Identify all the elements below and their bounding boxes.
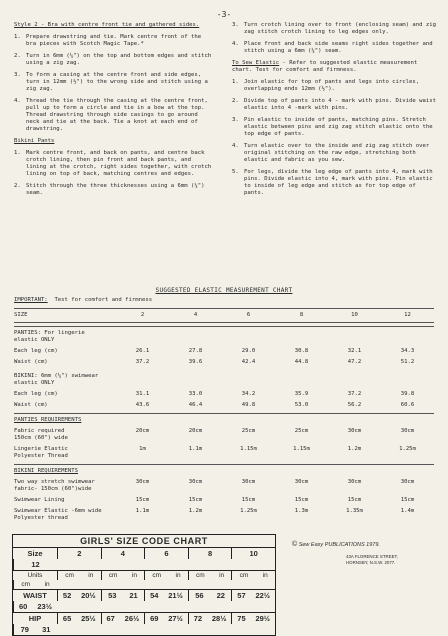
sew-elastic-paragraph — [232, 60, 436, 74]
hip-in: 31 — [42, 625, 51, 634]
hip-cell — [57, 613, 101, 624]
table-cell: 44.8 — [294, 359, 309, 365]
hip-cm: 79 — [20, 625, 29, 634]
table-cell: 47.2 — [347, 359, 362, 365]
table-row — [14, 357, 434, 368]
units-cell — [13, 580, 57, 589]
table-cell: 1.25m — [240, 508, 257, 514]
row-label: BIKINI REQUIREMENTS — [14, 468, 78, 474]
row-label: Waist (cm) — [14, 359, 48, 365]
row-label: Fabric required 150cm (60") wide — [14, 428, 68, 441]
row-label: Each leg (cm) — [14, 391, 58, 397]
table-cell: 60.6 — [400, 402, 415, 408]
table-cell: 25cm — [294, 428, 309, 434]
table-cell: 42.4 — [241, 359, 256, 365]
units-cell — [188, 571, 232, 580]
left-column — [14, 22, 212, 202]
waist-cm: 52 — [62, 591, 72, 600]
step-text: Prepare drawstring and tie. Mark centre front of the bra pieces with Scotch Magic Tape.* — [26, 34, 202, 47]
girls-size-cell: 8 — [188, 548, 232, 559]
table-cell: 29.0 — [241, 348, 256, 354]
waist-cell — [231, 590, 275, 601]
size-header-row — [14, 308, 434, 323]
step-number: 3. — [14, 72, 21, 78]
step-text: Pin elastic to inside of pants, matching pins. Stretch elastic between pins and zig zag stitch elastic onto the top edge of pants. — [244, 117, 433, 137]
step-text: Stitch through the three thicknesses using a 6mm (¼") seam. — [26, 183, 205, 196]
table-cell: 49.8 — [241, 402, 256, 408]
page-number: -3- — [216, 10, 232, 19]
important-note — [14, 297, 152, 303]
table-row — [14, 444, 434, 462]
step-number: 4. — [232, 41, 239, 47]
hip-cm: 65 — [62, 614, 72, 623]
hip-cm: 67 — [106, 614, 115, 623]
sew-elastic-heading: To Sew Elastic — [232, 60, 280, 66]
hip-cm: 69 — [150, 614, 159, 623]
hip-cell — [188, 613, 232, 624]
table-cell: 1m — [139, 446, 146, 452]
hip-in: 29½ — [255, 614, 271, 623]
table-cell: 1.2m — [188, 508, 203, 514]
table-cell: 15cm — [400, 497, 415, 503]
step-item — [232, 169, 436, 197]
row-label: Swimwear Elastic -6mm wide Polyester thread — [14, 508, 102, 521]
waist-cell — [101, 590, 145, 601]
table-row — [14, 506, 434, 524]
row-label: PANTIES REQUIREMENTS — [14, 417, 82, 423]
girls-hip-row — [13, 613, 275, 635]
bikini-steps — [14, 150, 212, 197]
waist-in: 21 — [129, 591, 138, 600]
address-line-2: HORNSBY, N.S.W. 2077. — [346, 559, 396, 565]
unit-cm: cm — [65, 572, 74, 579]
table-row — [14, 495, 434, 506]
step-item — [232, 22, 436, 36]
step-text: Turn elastic over to the inside and zig zag stitch over original stitching on the raw edge, stretching both elastic and fabric as you sew. — [244, 143, 430, 163]
unit-in: in — [175, 572, 181, 579]
right-steps-a — [232, 22, 436, 55]
row-label: BIKINI: 6mm (¼") swimwear elastic ONLY — [14, 373, 99, 386]
table-row — [14, 326, 434, 346]
publisher-brand: Sew Easy — [298, 542, 324, 548]
table-cell: 1.35m — [346, 508, 363, 514]
right-column — [232, 22, 436, 202]
table-row — [14, 464, 434, 477]
table-cell: 30cm — [188, 479, 203, 485]
step-text: Divide top of pants into 4 - mark with pins. Divide waist elastic into 4 -mark with pins. — [244, 98, 436, 111]
table-cell: 15cm — [241, 497, 256, 503]
style2-heading: Style 2 - Bra with centre front tie and gathered sides. — [14, 22, 200, 28]
step-text: For legs, divide the leg edge of pants into 4, mark with pins. Divide elastic into 4, mark with pins. Pin elastic to inside of leg edge and stitch as for top edge of pants. — [244, 169, 433, 196]
unit-cm: cm — [239, 572, 249, 579]
publisher-address — [346, 554, 398, 565]
important-text: Test for comfort and firmness — [54, 297, 153, 303]
table-cell: 26.1 — [135, 348, 150, 354]
hip-cm: 75 — [237, 614, 246, 623]
table-cell: 46.4 — [188, 402, 203, 408]
girls-units-label: Units — [27, 572, 43, 579]
table-cell: 1.3m — [294, 508, 309, 514]
step-item — [232, 79, 436, 93]
table-row — [14, 477, 434, 495]
girls-size-cell: 2 — [57, 548, 101, 559]
elastic-measurement-table — [14, 308, 434, 524]
waist-cm: 54 — [150, 591, 159, 600]
size-header-cell: 4 — [193, 312, 198, 318]
hip-cell — [101, 613, 145, 624]
unit-cm: cm — [108, 572, 118, 579]
unit-cm: cm — [196, 572, 205, 579]
table-cell: 34.3 — [400, 348, 415, 354]
hip-in: 27½ — [168, 614, 183, 623]
table-cell: 30cm — [135, 479, 150, 485]
right-steps-b — [232, 79, 436, 197]
girls-hip-label: HIP — [28, 614, 42, 623]
step-item — [14, 150, 212, 178]
step-number: 1. — [14, 150, 21, 156]
table-cell: 20cm — [135, 428, 150, 434]
sew-elastic-intro: - Refer to suggested elastic measurement chart. Test for comfort and firmness. — [232, 60, 418, 73]
table-row — [14, 413, 434, 426]
hip-cell — [231, 613, 275, 624]
step-item — [14, 98, 212, 133]
step-number: 2. — [232, 98, 239, 104]
row-label: Swimwear Lining — [14, 497, 65, 503]
table-cell: 30cm — [347, 428, 362, 434]
step-text: Turn in 6mm (¼") on the top and bottom edges and stitch using a zig zag. — [26, 53, 212, 66]
table-cell: 30.8 — [294, 348, 309, 354]
step-number: 3. — [232, 22, 239, 28]
table-cell: 39.8 — [400, 391, 415, 397]
table-row — [14, 389, 434, 400]
unit-cm: cm — [152, 572, 162, 579]
step-number: 4. — [232, 143, 239, 149]
step-number: 5. — [232, 169, 239, 175]
unit-in: in — [219, 572, 225, 579]
row-label: Lingerie Elastic Polyester Thread — [14, 446, 68, 459]
hip-cell — [13, 624, 57, 635]
table-cell: 33.0 — [188, 391, 203, 397]
bikini-pants-heading: Bikini Pants — [14, 138, 55, 144]
table-cell: 15cm — [188, 497, 203, 503]
unit-in: in — [88, 572, 94, 579]
girls-units-row — [13, 571, 275, 590]
publisher-suffix: PUBLICATIONS 1979. — [324, 542, 380, 548]
step-text: Mark centre front, and back on pants, and centre back crotch lining, then pin front and back pants, and lining at the crotch, right sides together, with crotch lining on top of back, matching centres and edges. — [26, 150, 212, 177]
girls-size-cell: 6 — [144, 548, 188, 559]
important-label: IMPORTANT: — [14, 297, 48, 303]
table-cell: 35.9 — [294, 391, 309, 397]
waist-cm: 57 — [237, 591, 246, 600]
waist-cell — [188, 590, 232, 601]
units-cell — [57, 571, 101, 580]
size-header-cell: 2 — [140, 312, 145, 318]
step-item — [232, 117, 436, 138]
table-cell: 1.1m — [135, 508, 150, 514]
units-cell — [144, 571, 188, 580]
step-number: 1. — [14, 34, 21, 40]
table-cell: 1.2m — [347, 446, 362, 452]
table-row — [14, 426, 434, 444]
waist-cell — [13, 601, 57, 612]
row-label: Each leg (cm) — [14, 348, 58, 354]
waist-cell — [144, 590, 188, 601]
table-row — [14, 371, 434, 389]
unit-in: in — [44, 581, 50, 588]
waist-cm: 60 — [19, 602, 28, 611]
table-cell: 37.2 — [347, 391, 362, 397]
table-cell: 43.6 — [135, 402, 150, 408]
size-header-cell: 10 — [351, 312, 358, 318]
waist-cell — [57, 590, 101, 601]
table-cell: 30cm — [400, 479, 415, 485]
step-text: Turn crotch lining over to front (enclosing seam) and zig zag stitch crotch lining to leg edges only. — [244, 22, 436, 35]
girls-size-cell: 12 — [13, 559, 57, 570]
girls-size-code-chart — [12, 534, 276, 636]
unit-in: in — [131, 572, 137, 579]
waist-in: 20½ — [81, 591, 96, 600]
hip-in: 25½ — [81, 614, 96, 623]
girls-size-cell: 10 — [231, 548, 275, 559]
table-row — [14, 346, 434, 357]
waist-in: 21½ — [168, 591, 183, 600]
hip-cm: 72 — [193, 614, 203, 623]
copyright-symbol: © — [292, 541, 298, 548]
girls-chart-title: GIRLS' SIZE CODE CHART — [13, 535, 275, 548]
waist-in: 22 — [216, 591, 225, 600]
girls-size-row — [13, 548, 275, 571]
step-text: Join elastic for top of pants and legs into circles, overlapping ends 12mm (½"). — [244, 79, 420, 92]
size-header-cell: 6 — [246, 312, 251, 318]
table-cell: 31.1 — [135, 391, 150, 397]
step-number: 4. — [14, 98, 21, 104]
waist-cm: 53 — [108, 591, 117, 600]
unit-cm: cm — [21, 581, 30, 588]
table-cell: 30cm — [294, 479, 309, 485]
row-label: Waist (cm) — [14, 402, 48, 408]
table-cell: 1.4m — [400, 508, 415, 514]
step-text: Thread the tie through the casing at the centre front, pull up to form a circle and tie in a bow at the top. Thread drawstring through side casings to go around neck and tie at the back. Tie a knot at each end of drawstring. — [26, 98, 208, 132]
row-label: PANTIES: For lingerie elastic ONLY — [14, 330, 85, 343]
step-number: 2. — [14, 53, 21, 59]
waist-in: 23½ — [37, 602, 52, 611]
table-cell: 1.1m — [188, 446, 203, 452]
table-cell: 37.2 — [135, 359, 150, 365]
step-number: 3. — [232, 117, 239, 123]
hip-cell — [144, 613, 188, 624]
table-cell: 30cm — [241, 479, 256, 485]
girls-waist-row — [13, 590, 275, 613]
publisher-line — [292, 541, 380, 548]
step-item — [14, 72, 212, 93]
step-number: 2. — [14, 183, 21, 189]
table-cell: 15cm — [347, 497, 362, 503]
waist-cm: 56 — [195, 591, 204, 600]
table-cell: 1.15m — [240, 446, 257, 452]
table-cell: 1.15m — [293, 446, 310, 452]
step-item — [14, 183, 212, 197]
table-cell: 1.25m — [399, 446, 416, 452]
address-line-1: 43A FLORENCE STREET, — [346, 554, 398, 559]
table-cell: 30cm — [347, 479, 362, 485]
units-cell — [231, 571, 275, 580]
step-item — [232, 143, 436, 164]
step-item — [232, 41, 436, 55]
step-text: Place front and back side seams right sides together and stitch using a 6mm (¼") seam. — [244, 41, 433, 54]
table-cell: 32.1 — [347, 348, 362, 354]
step-item — [232, 98, 436, 112]
size-header-label: SIZE — [14, 312, 28, 318]
step-number: 1. — [232, 79, 239, 85]
girls-size-cell: 4 — [101, 548, 145, 559]
step-text: To form a casing at the centre front and side edges, turn in 12mm (½") to the wrong side and stitch using a zig zag. — [26, 72, 208, 92]
units-cell — [101, 571, 145, 580]
step-item — [14, 34, 212, 48]
hip-in: 28½ — [211, 614, 227, 623]
style2-steps — [14, 34, 212, 133]
girls-waist-label: WAIST — [23, 591, 47, 600]
unit-in: in — [262, 572, 268, 579]
table-cell: 53.0 — [294, 402, 309, 408]
table-cell: 34.2 — [241, 391, 256, 397]
table-cell: 15cm — [294, 497, 309, 503]
waist-in: 22½ — [255, 591, 271, 600]
table-row — [14, 400, 434, 411]
elastic-chart-title: SUGGESTED ELASTIC MEASUREMENT CHART — [155, 287, 293, 294]
girls-size-label: Size — [27, 549, 43, 558]
table-cell: 20cm — [188, 428, 203, 434]
table-cell: 15cm — [135, 497, 150, 503]
row-label: Two way stretch swimwear fabric- 150cm (60")wide — [14, 479, 95, 492]
table-cell: 39.6 — [188, 359, 203, 365]
table-cell: 56.2 — [347, 402, 362, 408]
step-item — [14, 53, 212, 67]
hip-in: 26½ — [124, 614, 140, 623]
table-cell: 30cm — [400, 428, 415, 434]
size-header-cell: 12 — [404, 312, 411, 318]
table-cell: 27.8 — [188, 348, 203, 354]
size-header-cell: 8 — [299, 312, 304, 318]
table-cell: 25cm — [241, 428, 256, 434]
table-cell: 51.2 — [400, 359, 415, 365]
